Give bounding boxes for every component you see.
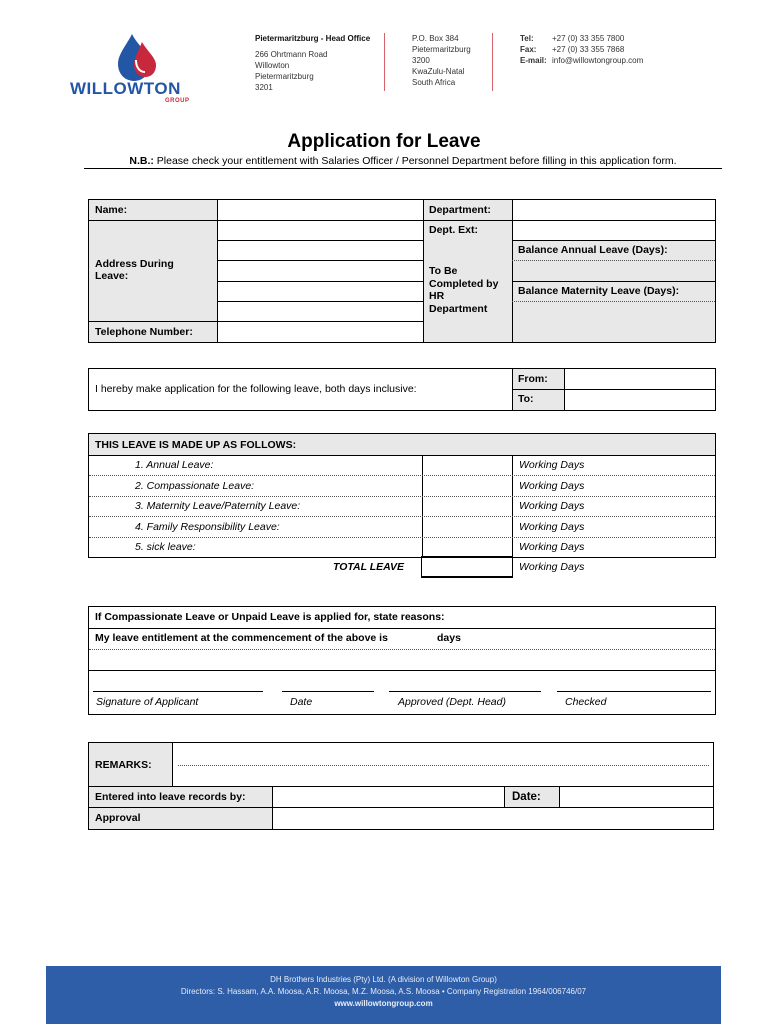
address-field-4[interactable] bbox=[218, 281, 423, 301]
leave-type-maternity: 3. Maternity Leave/Paternity Leave: bbox=[135, 500, 301, 512]
footer-website[interactable]: www.willowtongroup.com bbox=[334, 999, 433, 1008]
to-field[interactable] bbox=[565, 390, 715, 410]
office-line: 266 Ohrtmann Road bbox=[255, 50, 328, 59]
header-divider bbox=[492, 33, 493, 91]
leave-type-annual: 1. Annual Leave: bbox=[135, 459, 214, 471]
address-field-5[interactable] bbox=[218, 301, 423, 321]
fax-value: +27 (0) 33 355 7868 bbox=[552, 45, 625, 54]
postal-line: 3200 bbox=[412, 56, 430, 65]
logo-wordmark: WILLOWTON bbox=[70, 79, 181, 98]
unit-total: Working Days bbox=[519, 561, 585, 573]
postal-line: Pietermaritzburg bbox=[412, 45, 471, 54]
logo-subtitle: GROUP bbox=[165, 98, 190, 104]
family-days-field[interactable] bbox=[423, 517, 512, 537]
name-field[interactable] bbox=[218, 200, 423, 220]
address-label: Address During Leave: bbox=[95, 258, 174, 282]
footer-company: DH Brothers Industries (Pty) Ltd. (A division of Willowton Group) bbox=[270, 975, 497, 984]
applicant-details-table bbox=[88, 199, 716, 343]
reasons-label: If Compassionate Leave or Unpaid Leave is applied for, state reasons: bbox=[95, 611, 445, 623]
telephone-field[interactable] bbox=[218, 322, 423, 342]
nb-notice bbox=[84, 155, 722, 169]
reason-line-1[interactable] bbox=[89, 650, 715, 670]
compassionate-days-field[interactable] bbox=[423, 476, 512, 496]
approval-label: Approval bbox=[95, 812, 141, 824]
reason-line-2[interactable] bbox=[89, 671, 715, 691]
hr-records-table bbox=[88, 742, 714, 830]
dept-ext-field[interactable] bbox=[513, 220, 715, 240]
breakdown-header: THIS LEAVE IS MADE UP AS FOLLOWS: bbox=[95, 439, 297, 451]
tel-value: +27 (0) 33 355 7800 bbox=[552, 34, 625, 43]
reasons-table bbox=[88, 606, 716, 715]
company-logo bbox=[70, 32, 200, 107]
postal-line: P.O. Box 384 bbox=[412, 34, 459, 43]
unit-family: Working Days bbox=[519, 521, 585, 533]
signature-label: Signature of Applicant bbox=[96, 696, 199, 708]
sick-days-field[interactable] bbox=[423, 538, 512, 557]
fax-label: Fax: bbox=[520, 45, 537, 54]
balance-annual-label: Balance Annual Leave (Days): bbox=[518, 244, 668, 256]
tel-label: Tel: bbox=[520, 34, 534, 43]
leave-type-family: 4. Family Responsibility Leave: bbox=[135, 521, 280, 533]
head-office-address bbox=[255, 33, 375, 93]
name-label: Name: bbox=[95, 204, 128, 216]
office-line: 3201 bbox=[255, 83, 273, 92]
from-field[interactable] bbox=[565, 369, 715, 389]
total-leave-field[interactable] bbox=[421, 556, 513, 578]
records-date-label: Date: bbox=[512, 791, 541, 803]
to-label: To: bbox=[518, 393, 534, 405]
records-date-field[interactable] bbox=[560, 787, 713, 807]
nb-text: Please check your entitlement with Salaries Officer / Personnel Department before filling in this application form. bbox=[153, 155, 677, 167]
header-divider bbox=[384, 33, 385, 91]
postal-line: South Africa bbox=[412, 78, 456, 87]
postal-address bbox=[412, 33, 492, 88]
dept-ext-label: Dept. Ext: bbox=[429, 224, 479, 236]
address-field-1[interactable] bbox=[218, 220, 423, 240]
unit-maternity: Working Days bbox=[519, 500, 585, 512]
address-field-2[interactable] bbox=[218, 240, 423, 260]
entered-by-field[interactable] bbox=[273, 787, 504, 807]
date-label: Date bbox=[290, 696, 313, 708]
unit-compassionate: Working Days bbox=[519, 480, 585, 492]
balance-maternity-field[interactable] bbox=[513, 302, 715, 342]
page-footer bbox=[46, 966, 721, 1024]
nb-label: N.B.: bbox=[129, 155, 154, 167]
office-line: Willowton bbox=[255, 61, 290, 70]
entitlement-label: My leave entitlement at the commencement of the above is bbox=[95, 632, 388, 644]
leave-type-sick: 5. sick leave: bbox=[135, 541, 196, 553]
email-value[interactable]: info@willowtongroup.com bbox=[552, 56, 644, 65]
approved-label: Approved (Dept. Head) bbox=[398, 696, 506, 708]
telephone-label: Telephone Number: bbox=[95, 326, 193, 338]
checked-label: Checked bbox=[565, 696, 607, 708]
postal-line: KwaZulu-Natal bbox=[412, 67, 465, 76]
approval-field[interactable] bbox=[273, 808, 713, 829]
unit-annual: Working Days bbox=[519, 459, 585, 471]
remarks-label: REMARKS: bbox=[95, 759, 152, 771]
hr-department-label: To Be Completed by HR Department bbox=[429, 265, 499, 315]
maternity-days-field[interactable] bbox=[423, 497, 512, 516]
annual-days-field[interactable] bbox=[423, 456, 512, 475]
contact-details bbox=[520, 33, 660, 66]
from-label: From: bbox=[518, 373, 548, 385]
address-field-3[interactable] bbox=[218, 260, 423, 281]
remarks-field[interactable] bbox=[173, 743, 713, 786]
leave-breakdown-table bbox=[88, 433, 716, 558]
department-label: Department: bbox=[429, 204, 491, 216]
droplet-logo-icon bbox=[112, 32, 172, 84]
entered-label: Entered into leave records by: bbox=[95, 791, 246, 803]
office-title: Pietermaritzburg - Head Office bbox=[255, 34, 371, 43]
footer-directors: Directors: S. Hassam, A.A. Moosa, A.R. Moosa, M.Z. Moosa, A.S. Moosa • Company Registration 1964/006746/07 bbox=[180, 987, 587, 996]
leave-period-table bbox=[88, 368, 716, 411]
form-title: Application for Leave bbox=[287, 131, 481, 152]
total-leave-label: TOTAL LEAVE bbox=[333, 561, 404, 573]
leave-statement: I hereby make application for the following leave, both days inclusive: bbox=[95, 383, 417, 395]
balance-annual-field[interactable] bbox=[513, 261, 715, 281]
office-line: Pietermaritzburg bbox=[255, 72, 314, 81]
department-field[interactable] bbox=[513, 200, 715, 220]
entitlement-days: days bbox=[437, 632, 461, 644]
unit-sick: Working Days bbox=[519, 541, 585, 553]
balance-maternity-label: Balance Maternity Leave (Days): bbox=[518, 285, 680, 297]
leave-type-compassionate: 2. Compassionate Leave: bbox=[135, 480, 255, 492]
email-label: E-mail: bbox=[520, 56, 547, 65]
